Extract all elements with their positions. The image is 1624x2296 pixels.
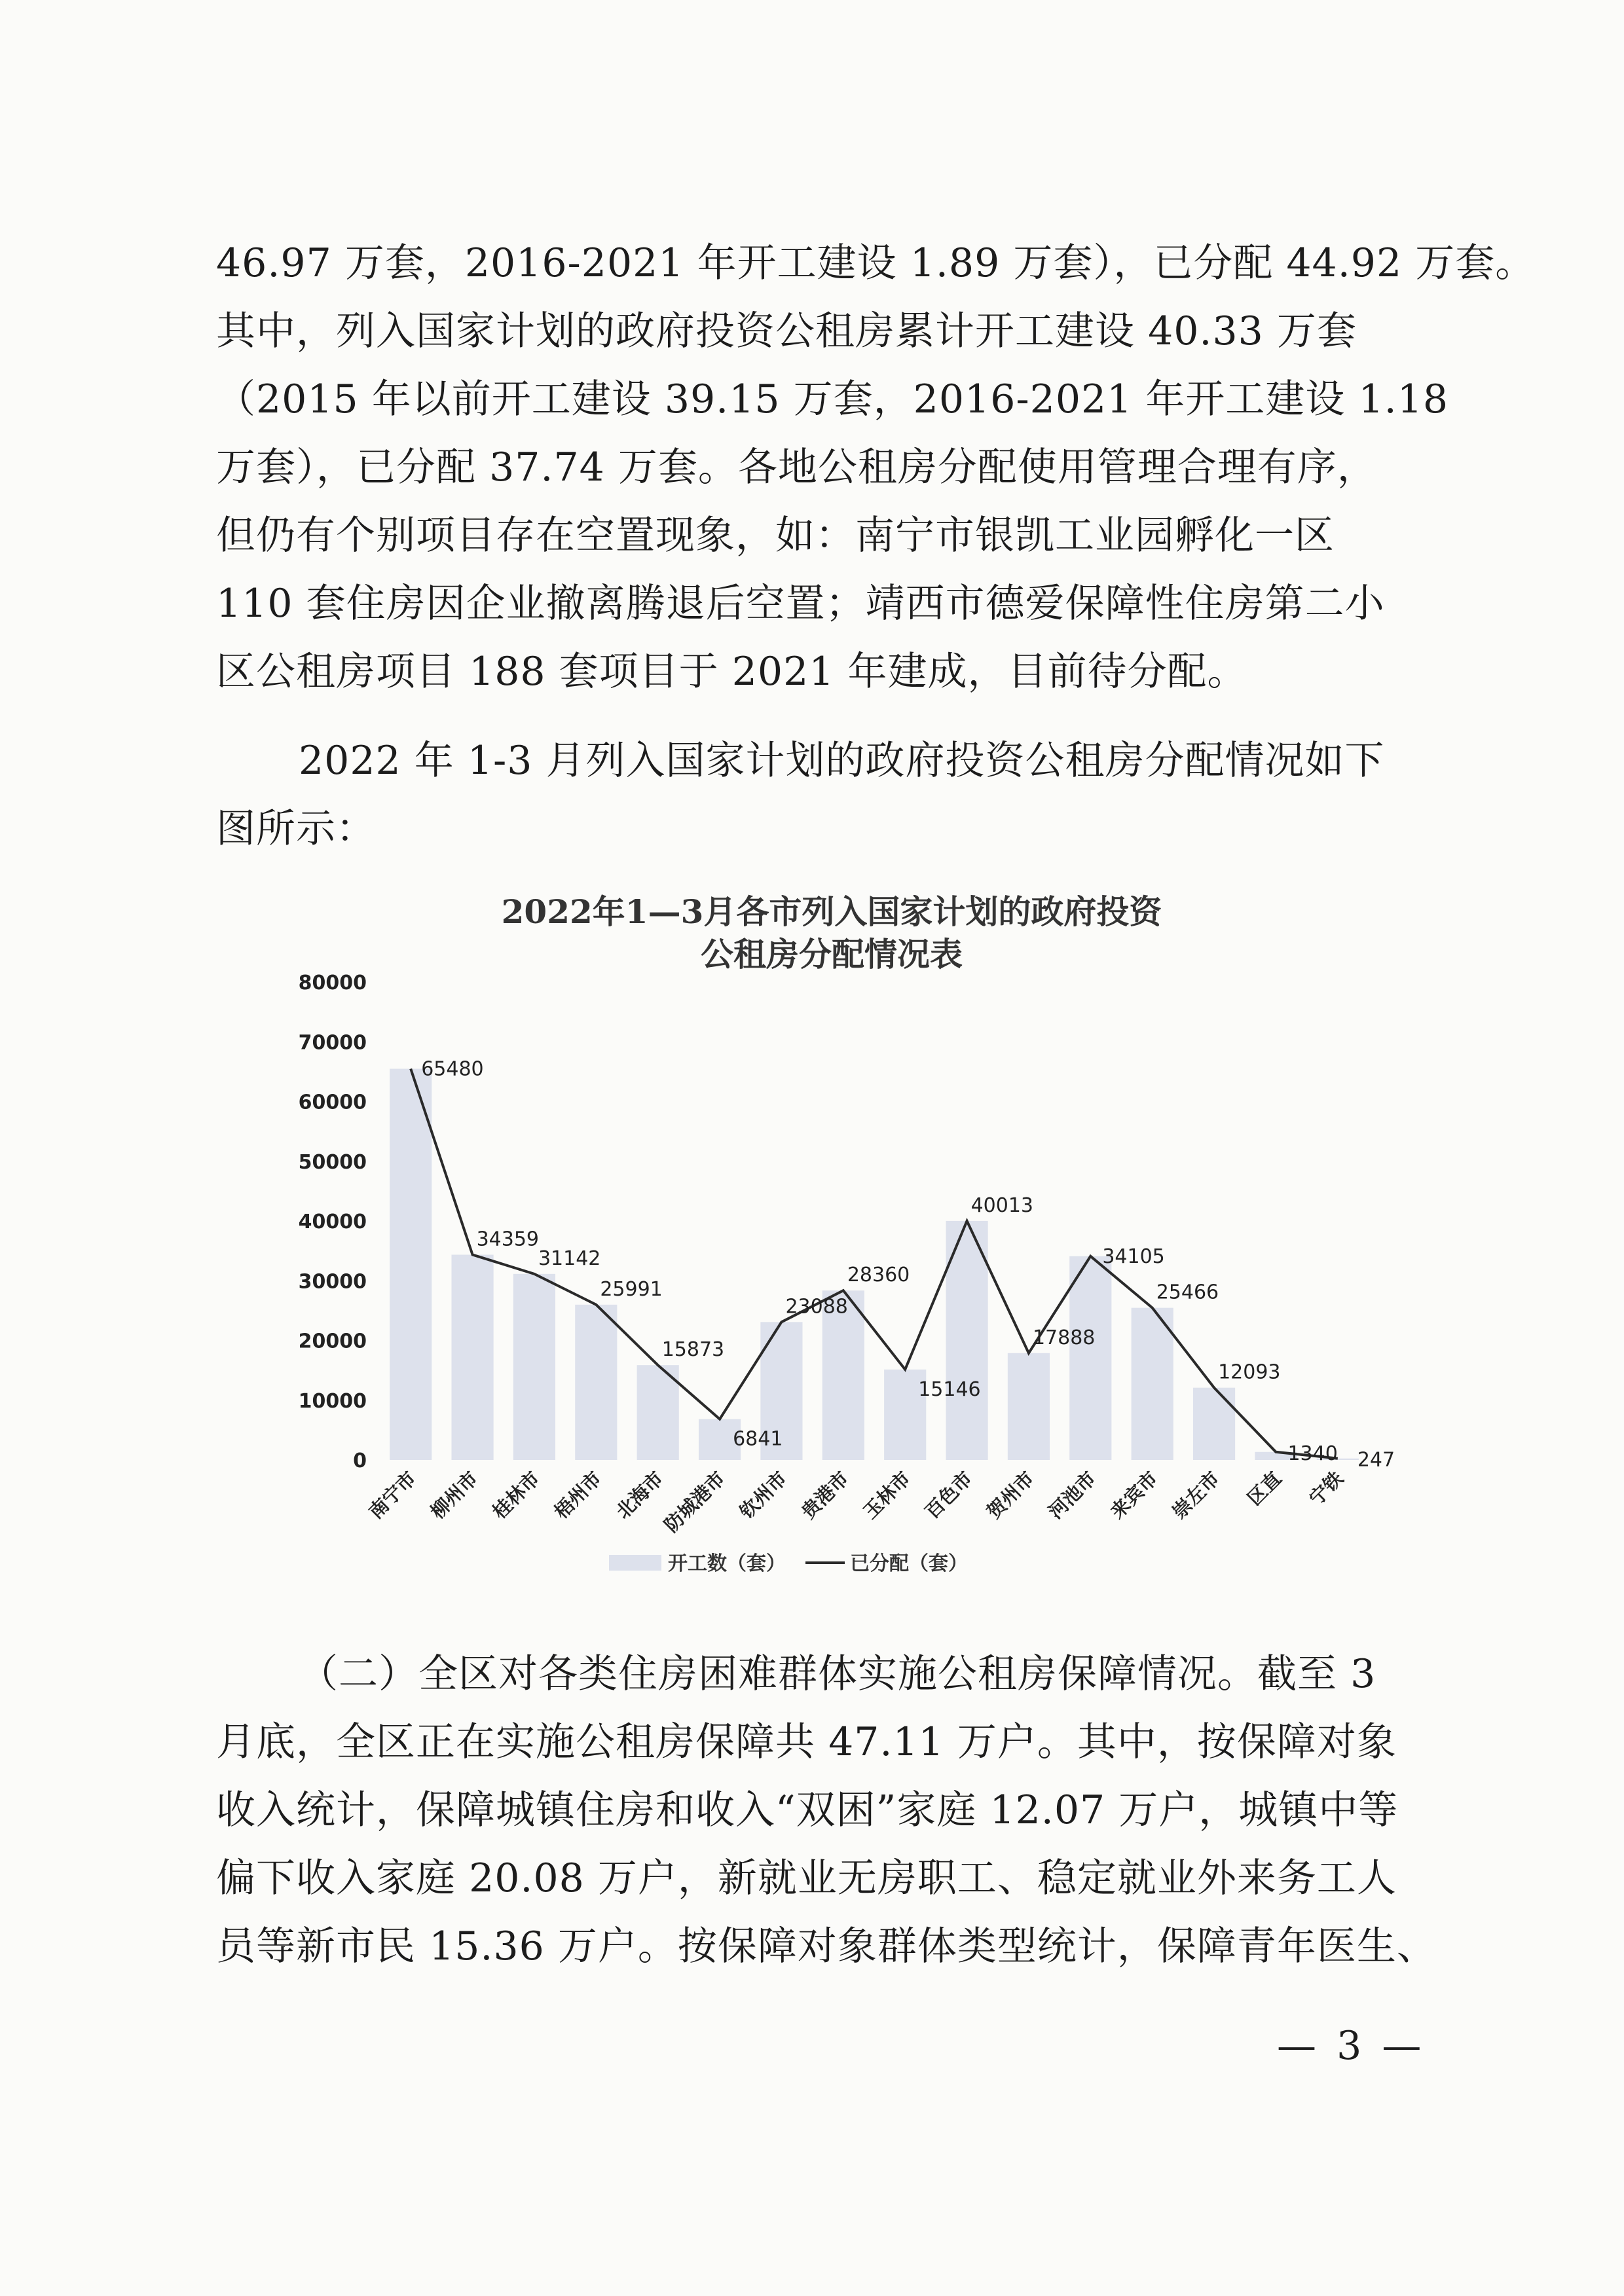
data-label: 6841 [733,1427,783,1451]
data-label: 28360 [847,1264,910,1287]
text-line: 月底，全区正在实施公租房保障共 47.11 万户。其中，按保障对象 [216,1719,1397,1765]
data-label: 15146 [918,1377,981,1401]
chart-canvas [216,877,1447,1611]
category-label: 柳州市 [426,1467,483,1523]
category-label: 宁铁 [1304,1467,1348,1510]
category-label: 北海市 [612,1467,668,1523]
text-line: 图所示： [216,806,376,852]
data-label: 25991 [600,1277,663,1301]
bar [1008,1353,1050,1460]
y-tick-label: 10000 [298,1389,367,1413]
data-label: 15873 [661,1338,725,1362]
category-label: 南宁市 [364,1467,421,1523]
text-line: 2022 年 1-3 月列入国家计划的政府投资公租房分配情况如下 [299,738,1385,784]
data-label: 65480 [421,1057,484,1081]
bar [390,1068,432,1460]
data-label: 34359 [476,1228,539,1251]
y-axis-ticks [299,972,367,1472]
text-line: 其中，列入国家计划的政府投资公租房累计开工建设 40.33 万套 [216,308,1357,354]
chart-title-line-2: 公租房分配情况表 [701,935,963,974]
data-label: 23088 [785,1295,848,1319]
data-label: 25466 [1156,1281,1219,1304]
category-label: 崇左市 [1168,1467,1225,1523]
bar [513,1274,555,1460]
y-tick-label: 0 [353,1449,367,1472]
legend-line-label: 已分配（套） [850,1552,968,1575]
bar [1069,1256,1111,1460]
data-label: 40013 [970,1194,1033,1217]
paragraph-1 [216,229,1536,706]
category-label: 钦州市 [735,1467,792,1523]
bar [451,1254,493,1460]
category-label: 河池市 [1044,1467,1101,1523]
y-tick-label: 30000 [298,1270,367,1294]
category-labels [365,1467,1348,1537]
legend-bar-swatch [609,1555,661,1571]
category-label: 贺州市 [982,1467,1039,1523]
text-line: （二）全区对各类住房困难群体实施公租房保障情况。截至 3 [299,1651,1376,1697]
data-label: 17888 [1032,1326,1096,1349]
text-line: 偏下收入家庭 20.08 万户，新就业无房职工、稳定就业外来务工人 [216,1855,1397,1901]
bar [1132,1308,1173,1460]
text-line: 但仍有个别项目存在空置现象，如：南宁市银凯工业园孵化一区 [216,513,1335,558]
category-label: 贵港市 [797,1467,853,1523]
text-line: 员等新市民 15.36 万户。按保障对象群体类型统计，保障青年医生、 [216,1923,1437,1969]
page-number: — 3 — [1277,2023,1426,2069]
paragraph-3 [216,1640,1447,1980]
text-line: 万套），已分配 37.74 万套。各地公租房分配使用管理合理有序， [216,445,1377,490]
category-label: 梧州市 [549,1467,606,1523]
data-label: 1340 [1287,1442,1338,1465]
category-label: 区直 [1243,1467,1286,1510]
text-line: （2015 年以前开工建设 39.15 万套，2016-2021 年开工建设 1.18 [216,376,1449,422]
y-tick-label: 40000 [298,1211,367,1233]
y-tick-label: 70000 [298,1031,367,1055]
category-label: 玉林市 [858,1467,915,1523]
category-label: 来宾市 [1106,1467,1162,1523]
text-line: 46.97 万套，2016-2021 年开工建设 1.89 万套），已分配 44.92 万套。 [216,240,1536,286]
text-line: 区公租房项目 188 套项目于 2021 年建成，目前待分配。 [216,649,1247,695]
category-label: 百色市 [920,1467,977,1523]
legend [609,1552,968,1575]
data-label: 12093 [1218,1360,1281,1384]
y-tick-label: 20000 [298,1330,367,1353]
y-tick-label: 60000 [298,1091,367,1114]
data-label: 34105 [1102,1245,1165,1268]
text-line: 收入统计，保障城镇住房和收入“双困”家庭 12.07 万户，城镇中等 [216,1787,1399,1833]
allocation-chart [216,877,1447,1611]
category-label: 桂林市 [488,1467,544,1523]
legend-bar-label: 开工数（套） [668,1552,786,1575]
data-label: 31142 [538,1247,601,1270]
text-line: 110 套住房因企业撤离腾退后空置；靖西市德爱保障性住房第二小 [216,581,1385,627]
paragraph-2 [216,727,1447,863]
bar [1193,1388,1235,1460]
category-label: 防城港市 [659,1467,730,1537]
y-tick-label: 80000 [298,972,367,994]
bar [575,1305,617,1460]
data-label: 247 [1357,1448,1395,1472]
y-tick-label: 50000 [298,1150,367,1174]
chart-title-line-1: 2022年1—3月各市列入国家计划的政府投资 [501,892,1162,931]
